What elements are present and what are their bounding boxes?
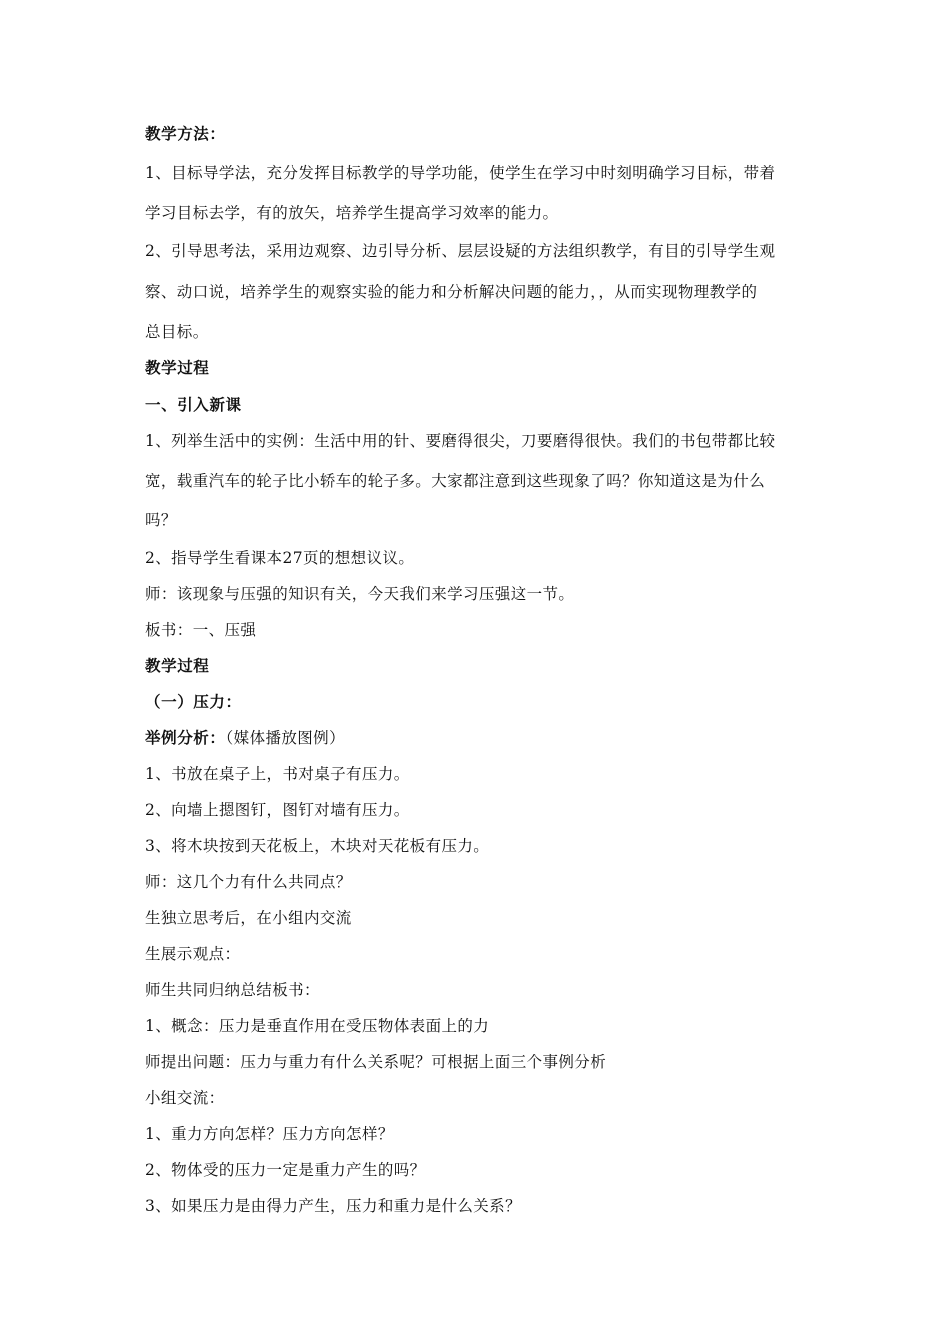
paragraph-line: 3、将木块按到天花板上，木块对天花板有压力。 xyxy=(145,837,490,855)
example-analysis-label: 举例分析： xyxy=(145,729,226,747)
paragraph-line: 师提出问题：压力与重力有什么关系呢？可根据上面三个事例分析 xyxy=(145,1053,607,1071)
paragraph-line: 生独立思考后，在小组内交流 xyxy=(145,909,352,927)
paragraph-line: 吗？ xyxy=(145,511,177,529)
paragraph-line: 生展示观点： xyxy=(145,945,241,963)
heading-teaching-process-2: 教学过程 xyxy=(145,657,210,675)
paragraph-line: 察、动口说，培养学生的观察实验的能力和分析解决问题的能力，，从而实现物理教学的 xyxy=(145,283,758,301)
paragraph-line: 学习目标去学，有的放矢，培养学生提高学习效率的能力。 xyxy=(145,204,559,222)
example-analysis-line xyxy=(145,728,815,748)
paragraph-line: 2、向墙上摁图钉，图钉对墙有压力。 xyxy=(145,801,410,819)
paragraph-line: 板书：一、压强 xyxy=(145,621,257,639)
paragraph-line: 2、指导学生看课本27页的想想议议。 xyxy=(145,549,415,567)
paragraph-line: 师生共同归纳总结板书： xyxy=(145,981,320,999)
example-analysis-note: （媒体播放图例） xyxy=(225,729,345,747)
paragraph-line: 1、目标导学法，充分发挥目标教学的导学功能，使学生在学习中时刻明确学习目标，带着 xyxy=(145,164,776,182)
paragraph-line: 1、概念：压力是垂直作用在受压物体表面上的力 xyxy=(145,1017,490,1035)
paragraph-line: 1、重力方向怎样？压力方向怎样？ xyxy=(145,1125,394,1143)
paragraph-line: 师：该现象与压强的知识有关，今天我们来学习压强这一节。 xyxy=(145,585,575,603)
paragraph-line: 3、如果压力是由得力产生，压力和重力是什么关系？ xyxy=(145,1197,521,1215)
paragraph-line: 2、物体受的压力一定是重力产生的吗？ xyxy=(145,1161,426,1179)
paragraph-line: 师：这几个力有什么共同点？ xyxy=(145,873,352,891)
paragraph-line: 2、引导思考法，采用边观察、边引导分析、层层设疑的方法组织教学，有目的引导学生观 xyxy=(145,242,776,260)
paragraph-line: 1、书放在桌子上，书对桌子有压力。 xyxy=(145,765,410,783)
paragraph-line: 宽，载重汽车的轮子比小轿车的轮子多。大家都注意到这些现象了吗？你知道这是为什么 xyxy=(145,472,766,490)
heading-teaching-process: 教学过程 xyxy=(145,359,210,377)
heading-teaching-methods: 教学方法： xyxy=(145,125,226,143)
heading-pressure-force: （一）压力： xyxy=(145,693,242,711)
paragraph-line: 小组交流： xyxy=(145,1089,225,1107)
paragraph-line: 1、列举生活中的实例：生活中用的针、要磨得很尖，刀要磨得很快。我们的书包带都比较 xyxy=(145,432,776,450)
paragraph-line: 总目标。 xyxy=(145,323,209,341)
heading-intro-new-lesson: 一、引入新课 xyxy=(145,396,242,414)
